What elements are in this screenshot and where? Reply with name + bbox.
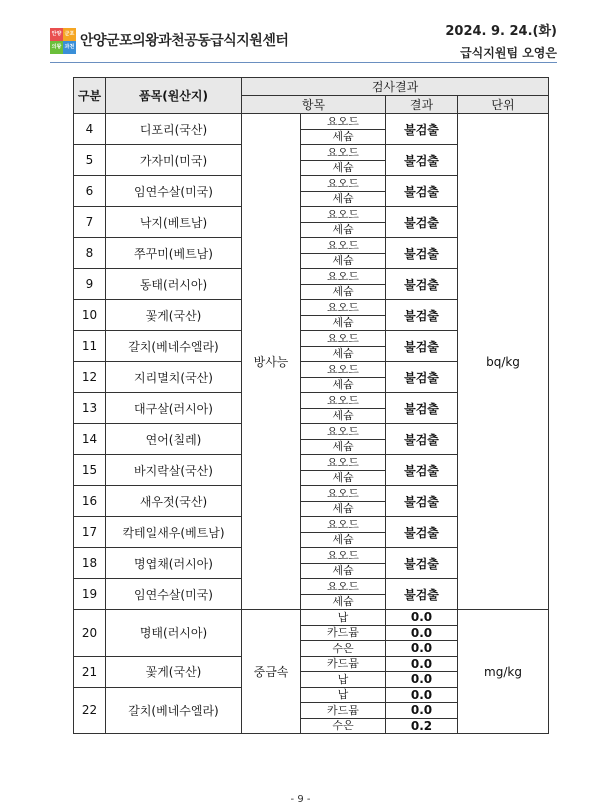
row-subitem: 요오드 — [301, 517, 386, 533]
col-header-result: 결과 — [386, 96, 458, 114]
row-subitem: 요오드 — [301, 145, 386, 161]
row-category: 방사능 — [242, 114, 301, 610]
row-result: 0.2 — [386, 718, 458, 734]
col-header-group: 검사결과 — [242, 78, 549, 96]
row-result: 불검출 — [386, 362, 458, 393]
row-item: 가자미(미국) — [106, 145, 242, 176]
row-number: 12 — [74, 362, 106, 393]
row-subitem: 세슘 — [301, 594, 386, 610]
header-divider — [50, 62, 557, 63]
row-category: 중금속 — [242, 610, 301, 734]
row-item: 바지락살(국산) — [106, 455, 242, 486]
row-subitem: 세슘 — [301, 284, 386, 300]
row-subitem: 납 — [301, 687, 386, 703]
row-number: 18 — [74, 548, 106, 579]
row-subitem: 요오드 — [301, 455, 386, 471]
row-subitem: 요오드 — [301, 579, 386, 595]
row-number: 5 — [74, 145, 106, 176]
row-subitem: 세슘 — [301, 315, 386, 331]
row-unit: bq/kg — [458, 114, 549, 610]
row-item: 갈치(베네수엘라) — [106, 687, 242, 734]
row-result: 0.0 — [386, 672, 458, 688]
col-header-category: 항목 — [242, 96, 386, 114]
row-subitem: 요오드 — [301, 269, 386, 285]
row-item: 낙지(베트남) — [106, 207, 242, 238]
col-header-unit: 단위 — [458, 96, 549, 114]
row-subitem: 카드뮴 — [301, 656, 386, 672]
row-subitem: 요오드 — [301, 486, 386, 502]
row-number: 11 — [74, 331, 106, 362]
logo-tile: 의왕 — [50, 41, 63, 54]
row-number: 19 — [74, 579, 106, 610]
row-subitem: 납 — [301, 672, 386, 688]
row-number: 20 — [74, 610, 106, 657]
row-subitem: 요오드 — [301, 362, 386, 378]
table-row — [74, 114, 549, 130]
row-number: 22 — [74, 687, 106, 734]
row-item: 새우젓(국산) — [106, 486, 242, 517]
row-result: 불검출 — [386, 207, 458, 238]
row-unit: mg/kg — [458, 610, 549, 734]
row-subitem: 요오드 — [301, 176, 386, 192]
row-result: 불검출 — [386, 145, 458, 176]
row-subitem: 세슘 — [301, 253, 386, 269]
row-number: 6 — [74, 176, 106, 207]
row-item: 꽃게(국산) — [106, 656, 242, 687]
row-number: 8 — [74, 238, 106, 269]
row-result: 0.0 — [386, 656, 458, 672]
row-item: 디포리(국산) — [106, 114, 242, 145]
row-item: 동태(러시아) — [106, 269, 242, 300]
row-item: 대구살(러시아) — [106, 393, 242, 424]
center-logo — [50, 28, 76, 54]
row-subitem: 세슘 — [301, 222, 386, 238]
row-subitem: 세슘 — [301, 501, 386, 517]
row-result: 불검출 — [386, 517, 458, 548]
row-result: 0.0 — [386, 641, 458, 657]
logo-tile: 과천 — [63, 41, 76, 54]
row-subitem: 세슘 — [301, 129, 386, 145]
row-subitem: 카드뮴 — [301, 625, 386, 641]
row-result: 불검출 — [386, 579, 458, 610]
row-result: 불검출 — [386, 331, 458, 362]
row-subitem: 요오드 — [301, 114, 386, 130]
row-number: 16 — [74, 486, 106, 517]
row-result: 불검출 — [386, 486, 458, 517]
row-result: 0.0 — [386, 703, 458, 719]
col-header-no: 구분 — [74, 78, 106, 114]
row-subitem: 요오드 — [301, 207, 386, 223]
row-number: 21 — [74, 656, 106, 687]
row-item: 연어(칠레) — [106, 424, 242, 455]
row-subitem: 납 — [301, 610, 386, 626]
row-subitem: 요오드 — [301, 393, 386, 409]
organization-name: 안양군포의왕과천공동급식지원센터 — [80, 33, 289, 49]
row-result: 불검출 — [386, 114, 458, 145]
logo-tile: 안양 — [50, 28, 63, 41]
row-item: 칵테일새우(베트남) — [106, 517, 242, 548]
row-number: 14 — [74, 424, 106, 455]
logo-tile: 군포 — [63, 28, 76, 41]
row-subitem: 요오드 — [301, 424, 386, 440]
row-subitem: 세슘 — [301, 346, 386, 362]
row-result: 불검출 — [386, 176, 458, 207]
row-item: 지리멸치(국산) — [106, 362, 242, 393]
row-subitem: 세슘 — [301, 191, 386, 207]
row-number: 17 — [74, 517, 106, 548]
row-number: 13 — [74, 393, 106, 424]
row-result: 불검출 — [386, 300, 458, 331]
row-subitem: 수은 — [301, 718, 386, 734]
row-result: 불검출 — [386, 548, 458, 579]
row-number: 10 — [74, 300, 106, 331]
row-item: 쭈꾸미(베트남) — [106, 238, 242, 269]
row-result: 불검출 — [386, 424, 458, 455]
row-item: 명태(러시아) — [106, 610, 242, 657]
author-name: 급식지원팀 오영은 — [460, 46, 557, 60]
row-result: 불검출 — [386, 238, 458, 269]
page-number: - 9 - — [290, 794, 311, 805]
row-subitem: 카드뮴 — [301, 703, 386, 719]
row-item: 갈치(베네수엘라) — [106, 331, 242, 362]
inspection-results-table — [73, 77, 549, 734]
row-subitem: 요오드 — [301, 331, 386, 347]
row-result: 불검출 — [386, 455, 458, 486]
row-number: 9 — [74, 269, 106, 300]
row-subitem: 세슘 — [301, 160, 386, 176]
row-subitem: 세슘 — [301, 439, 386, 455]
row-subitem: 요오드 — [301, 238, 386, 254]
row-subitem: 요오드 — [301, 548, 386, 564]
row-subitem: 세슘 — [301, 470, 386, 486]
row-result: 0.0 — [386, 625, 458, 641]
document-date: 2024. 9. 24.(화) — [445, 24, 557, 39]
row-item: 명엽채(러시아) — [106, 548, 242, 579]
row-number: 7 — [74, 207, 106, 238]
row-number: 15 — [74, 455, 106, 486]
row-subitem: 세슘 — [301, 377, 386, 393]
row-subitem: 세슘 — [301, 408, 386, 424]
row-item: 꽃게(국산) — [106, 300, 242, 331]
row-number: 4 — [74, 114, 106, 145]
row-subitem: 세슘 — [301, 563, 386, 579]
row-item: 임연수살(미국) — [106, 579, 242, 610]
row-item: 임연수살(미국) — [106, 176, 242, 207]
col-header-item: 품목(원산지) — [106, 78, 242, 114]
row-result: 불검출 — [386, 269, 458, 300]
table-row — [74, 610, 549, 626]
row-subitem: 요오드 — [301, 300, 386, 316]
row-result: 불검출 — [386, 393, 458, 424]
row-subitem: 세슘 — [301, 532, 386, 548]
row-result: 0.0 — [386, 687, 458, 703]
row-result: 0.0 — [386, 610, 458, 626]
row-subitem: 수은 — [301, 641, 386, 657]
